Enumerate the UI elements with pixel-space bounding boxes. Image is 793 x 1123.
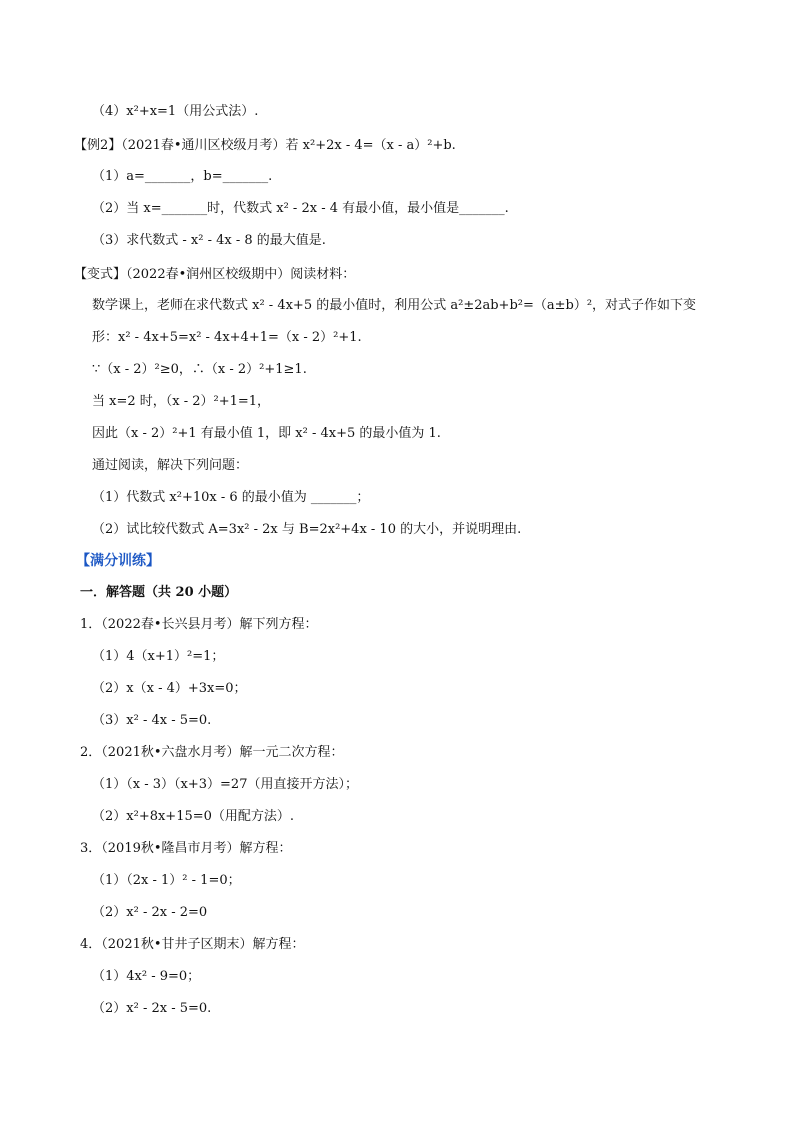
text-line: （1）（x - 3）（x+3）=27（用直接开方法）； [92,777,358,792]
text-line: 【满分训练】 [76,553,160,569]
text-line: （3）x² - 4x - 5=0. [92,713,212,728]
text-line: （1）4（x+1）²=1； [92,649,225,664]
text-line: （1）代数式 x²+10x - 6 的最小值为 _______； [92,490,370,505]
text-line: 当 x=2 时，（x - 2）²+1=1， [92,394,271,409]
text-line: （4）x²+x=1（用公式法）. [92,104,259,119]
text-line: （2）x² - 2x - 2=0 [92,905,208,920]
text-line: 形：x² - 4x+5=x² - 4x+4+1=（x - 2）²+1. [92,330,362,345]
text-line: 2．（2021秋•六盘水月考）解一元二次方程： [80,745,344,760]
text-line: （1）（2x - 1）² - 1=0； [92,873,241,888]
text-line: （2）x² - 2x - 5=0. [92,1001,212,1016]
text-line: 数学课上，老师在求代数式 x² - 4x+5 的最小值时，利用公式 a²±2ab+b²=（a±b）²，对式子作如下变 [92,298,697,313]
text-line: ∵（x - 2）²≥0，∴（x - 2）²+1≥1. [92,362,307,377]
text-line: （2）x（x - 4）+3x=0； [92,681,247,696]
text-line: 一．解答题（共 20 小题） [80,585,238,600]
text-line: （2）x²+8x+15=0（用配方法）. [92,809,295,824]
text-line: （2）当 x=_______时，代数式 x² - 2x - 4 有最小值，最小值是_______. [92,201,509,216]
text-line: 4．（2021秋•甘井子区期末）解方程： [80,937,305,952]
text-line: （2）试比较代数式 A=3x² - 2x 与 B=2x²+4x - 10 的大小，并说明理由. [92,522,522,537]
text-line: （1）4x² - 9=0； [92,969,201,984]
text-line: 通过阅读，解决下列问题： [92,458,249,473]
text-line: 【例2】（2021春•通川区校级月考）若 x²+2x - 4=（x - a）²+b. [74,138,456,153]
text-line: （3）求代数式 - x² - 4x - 8 的最大值是. [92,233,326,248]
text-line: 【变式】（2022春•润州区校级期中）阅读材料： [74,267,356,282]
text-line: 1．（2022春•长兴县月考）解下列方程： [80,617,318,632]
text-line: 3．（2019秋•隆昌市月考）解方程： [80,841,292,856]
text-line: （1）a=_______，b=_______. [92,169,273,184]
text-line: 因此（x - 2）²+1 有最小值 1，即 x² - 4x+5 的最小值为 1. [92,426,441,441]
